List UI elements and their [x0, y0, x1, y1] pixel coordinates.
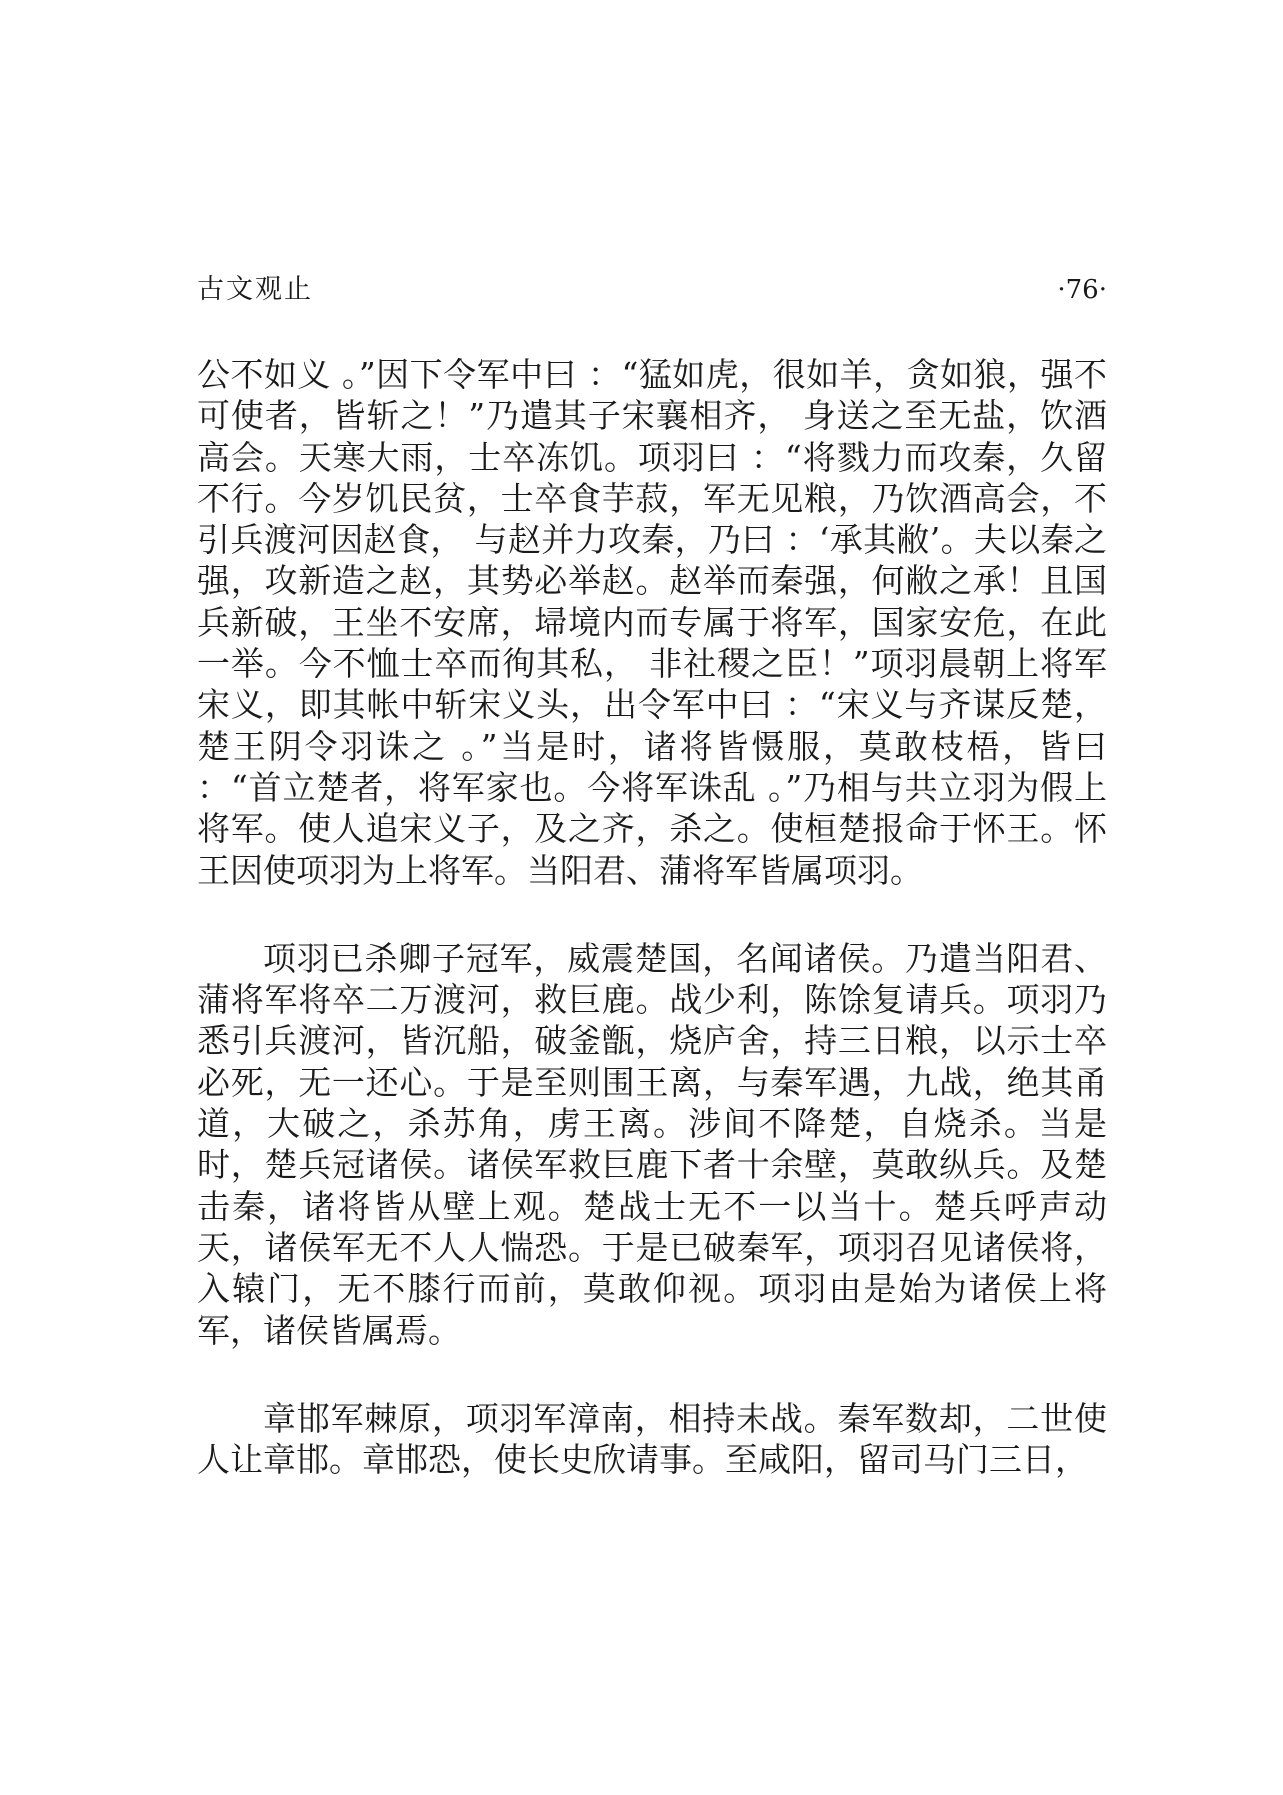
- page-body: [197, 354, 1107, 1480]
- book-title: 古文观止: [197, 274, 313, 305]
- paragraph-2: 项羽已杀卿子冠军，威震楚国，名闻诸侯。乃遣当阳君、蒲将军将卒二万渡河，救巨鹿。战少利，陈馀复请兵。项羽乃悉引兵渡河，皆沉船，破釜甑，烧庐舍，持三日粮，以示士卒必死，无一还心。于是至则围王离，与秦军遇，九战，绝其甬道，大破之，杀苏角，虏王离。涉间不降楚，自烧杀。当是时，楚兵冠诸侯。诸侯军救巨鹿下者十余壁，莫敢纵兵。及楚击秦，诸将皆从壁上观。楚战士无不一以当十。楚兵呼声动天，诸侯军无不人人惴恐。于是已破秦军，项羽召见诸侯将，入辕门，无不膝行而前，莫敢仰视。项羽由是始为诸侯上将军，诸侯皆属焉。: [197, 938, 1107, 1350]
- page-number: ·76·: [1057, 275, 1107, 305]
- page-header: [197, 270, 1107, 310]
- paragraph-1: 公不如义 。”因下令军中曰 ：“猛如虎，很如羊，贪如狼，强不可使者，皆斩之！”乃遣其子宋襄相齐， 身送之至无盐，饮酒高会。天寒大雨，士卒冻饥。项羽曰 ：“将戮力而攻秦，久留不行。今岁饥民贫，士卒食芋菽，军无见粮，乃饮酒高会，不引兵渡河因赵食， 与赵并力攻秦，乃曰 ：‘承其敝’。夫以秦之强，攻新造之赵，其势必举赵。赵举而秦强，何敝之承！且国兵新破，王坐不安席，埽境内而专属于将军，国家安危，在此一举。今不恤士卒而徇其私， 非社稷之臣！”项羽晨朝上将军宋义，即其帐中斩宋义头，出令军中曰 ：“宋义与齐谋反楚，楚王阴令羽诛之 。”当是时，诸将皆慑服，莫敢枝梧，皆曰 ：“首立楚者，将军家也。今将军诛乱 。”乃相与共立羽为假上将军。使人追宋义子，及之齐，杀之。使桓楚报命于怀王。怀王因使项羽为上将军。当阳君、蒲将军皆属项羽。: [197, 355, 1107, 890]
- paragraph-3: 章邯军棘原，项羽军漳南，相持未战。秦军数却，二世使人让章邯。章邯恐，使长史欣请事。至咸阳，留司马门三日，: [197, 1398, 1107, 1480]
